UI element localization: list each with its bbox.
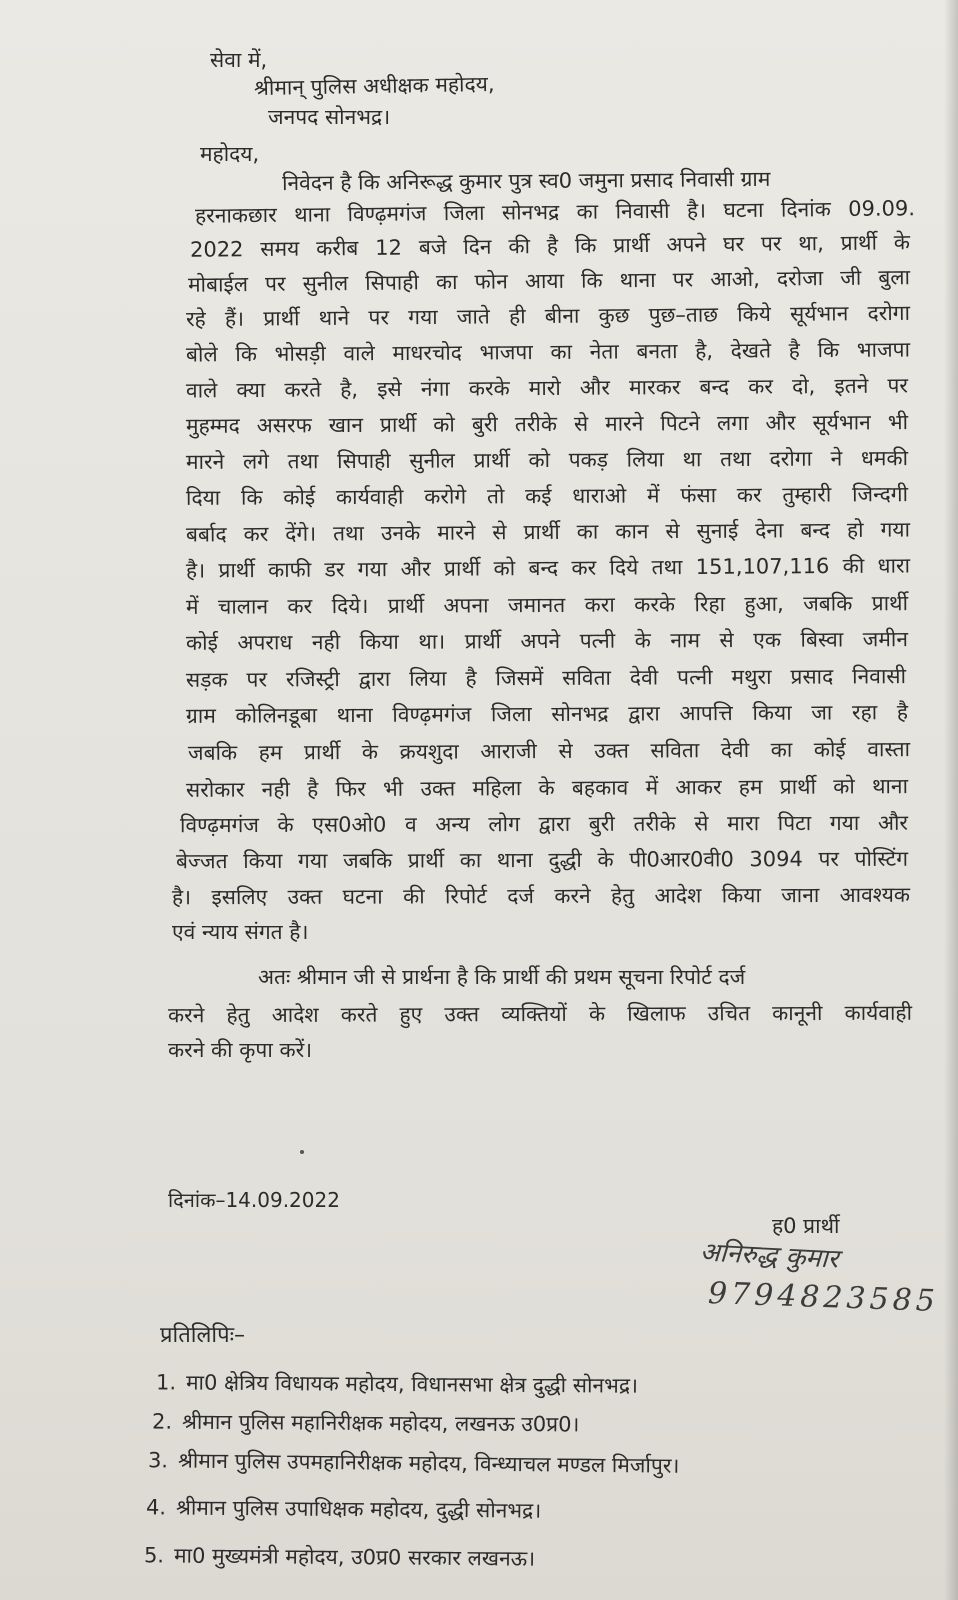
body-line: रहे हैं। प्रार्थी थाने पर गया जाते ही बीना कुछ पुछ–ताछ किये सूर्यभान दरोगा <box>185 300 911 332</box>
salutation-to: सेवा में, <box>210 48 268 72</box>
recipient-title: श्रीमान् पुलिस अधीक्षक महोदय, <box>253 71 495 101</box>
copy-item-text: श्रीमान पुलिस उपमहानिरीक्षक महोदय, विन्ध्याचल मण्डल मिर्जापुर। <box>177 1448 680 1478</box>
body-line: मुहम्मद असरफ खान प्रार्थी को बुरी तरीके से मारने पिटने लगा और सूर्यभान भी <box>185 410 909 438</box>
body-line: बर्बाद कर देंगे। तथा उनके मारने से प्रार्थी का कान से सुनाई देना बन्द हो गया <box>185 517 911 547</box>
copy-item-text: श्रीमान पुलिस महानिरीक्षक महोदय, लखनऊ उ0प्र0। <box>181 1409 580 1437</box>
copy-list-item <box>148 1446 680 1480</box>
phone-number: 9794823585 <box>707 1275 940 1320</box>
body-line: मोबाईल पर सुनील सिपाही का फोन आया कि थाना पर आओ, दरोजा जी बुला <box>187 265 911 297</box>
body-line: 2022 समय करीब 12 बजे दिन की है कि प्रार्थी अपने घर पर था, प्रार्थी के <box>189 230 911 262</box>
copy-list-item <box>144 1541 535 1572</box>
page-edge-shadow <box>944 0 958 1600</box>
body-line: एवं न्याय संगत है। <box>172 920 309 944</box>
copy-item-number: 4. <box>145 1495 167 1520</box>
body-line: हरनाकछार थाना विण्ढ़मगंज जिला सोनभद्र का निवासी है। घटना दिनांक 09.09. <box>194 196 916 228</box>
copy-item-text: मा0 मुख्यमंत्री महोदय, उ0प्र0 सरकार लखनऊ। <box>173 1543 536 1571</box>
copy-list-item <box>156 1368 638 1399</box>
ink-dot <box>300 1150 304 1154</box>
body-line: है। प्रार्थी काफी डर गया और प्रार्थी को बन्द कर दिये तथा 151,107,116 की धारा <box>185 553 911 583</box>
body-line: सरोकार नही है फिर भी उक्त महिला के बहकाव में आकर हम प्रार्थी को थाना <box>185 774 909 802</box>
body-line: में चालान कर दिये। प्रार्थी अपना जमानत करा करके रिहा हुआ, जबकि प्रार्थी <box>185 591 909 619</box>
recipient-district: जनपद सोनभद्र। <box>268 105 391 129</box>
body-line: मारने लगे तथा सिपाही सुनील प्रार्थी को पकड़ लिया था तथा दरोगा ने धमकी <box>185 446 909 474</box>
body-line: कोई अपराध नही किया था। प्रार्थी अपने पत्नी के नाम से एक बिस्वा जमीन <box>185 627 909 655</box>
body-line: निवेदन है कि अनिरूद्ध कुमार पुत्र स्व0 जमुना प्रसाद निवासी ग्राम <box>281 166 771 196</box>
body-line: जबकि हम प्रार्थी के क्रयशुदा आराजी से उक्त सविता देवी का कोई वास्ता <box>187 737 911 765</box>
copies-heading: प्रतिलिपिः– <box>160 1323 246 1348</box>
signoff-label: ह0 प्रार्थी <box>772 1214 840 1238</box>
request-line: करने हेतु आदेश करते हुए उक्त व्यक्तियों के खिलाफ उचित कानूनी कार्यवाही <box>167 1000 913 1028</box>
copy-item-text: मा0 क्षेत्रिय विधायक महोदय, विधानसभा क्षेत्र दुद्धी सोनभद्र। <box>185 1370 639 1398</box>
copy-item-number: 1. <box>155 1370 177 1395</box>
copy-list-item <box>152 1408 580 1439</box>
request-line: अतः श्रीमान जी से प्रार्थना है कि प्रार्थी की प्रथम सूचना रिपोर्ट दर्ज <box>258 965 746 989</box>
request-line: करने की कृपा करें। <box>168 1038 313 1062</box>
copy-item-number: 5. <box>143 1543 165 1568</box>
body-line: है। इसलिए उक्त घटना की रिपोर्ट दर्ज करने हेतु आदेश किया जाना आवश्यक <box>171 882 911 910</box>
copy-item-number: 3. <box>147 1448 169 1473</box>
copy-list-item <box>146 1493 541 1524</box>
copy-item-text: श्रीमान पुलिस उपाधिक्षक महोदय, दुद्धी सोनभद्र। <box>175 1495 542 1523</box>
body-line: वाले क्या करते है, इसे नंगा करके मारो और मारकर बन्द कर दो, इतने पर <box>185 373 909 403</box>
copy-item-number: 2. <box>151 1409 173 1434</box>
signature: अनिरुद्ध कुमार <box>699 1237 840 1275</box>
greeting: महोदय, <box>200 142 260 166</box>
body-line: बेज्जत किया गया जबकि प्रार्थी का थाना दुद्धी के पी0आर0वी0 3094 पर पोस्टिंग <box>175 846 909 874</box>
body-line: सड़क पर रजिस्ट्री द्वारा लिया है जिसमें सविता देवी पत्नी मथुरा प्रसाद निवासी <box>185 664 907 692</box>
body-line: बोले कि भोसड़ी वाले माधरचोद भाजपा का नेता बनता है, देखते है कि भाजपा <box>185 337 911 367</box>
date-line: दिनांक–14.09.2022 <box>168 1188 340 1212</box>
body-line: ग्राम कोलिनडूबा थाना विण्ढ़मगंज जिला सोनभद्र द्वारा आपत्ति किया जा रहा है <box>185 700 909 728</box>
body-line: दिया कि कोई कार्यवाही करोगे तो कई धाराओ में फंसा कर तुम्हारी जिन्दगी <box>185 482 909 510</box>
body-line: विण्ढ़मगंज के एस0ओ0 व अन्य लोग द्वारा बुरी तरीके से मारा पिटा गया और <box>179 810 909 838</box>
